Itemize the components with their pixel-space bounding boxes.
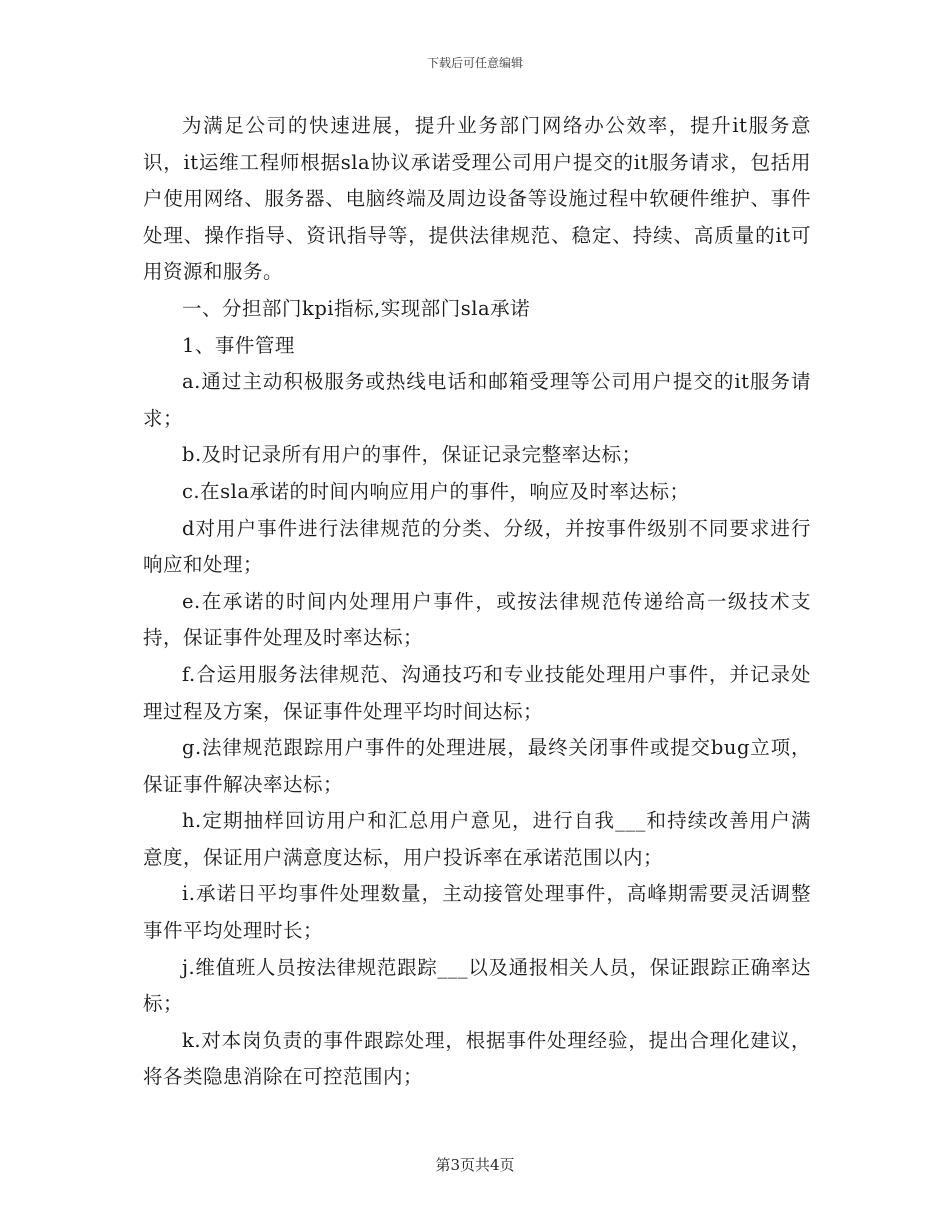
document-body: [143, 108, 811, 1096]
subsection-heading: 1、事件管理: [182, 333, 295, 357]
list-item-g: g.法律规范跟踪用户事件的处理进展，最终关闭事件或提交bug立项，保证事件解决率达标；: [143, 736, 811, 796]
list-item-e: e.在承诺的时间内处理用户事件，或按法律规范传递给高一级技术支持，保证事件处理及时率达标；: [143, 589, 811, 650]
list-item-f: f.合运用服务法律规范、沟通技巧和专业技能处理用户事件，并记录处理过程及方案，保证事件处理平均时间达标；: [143, 662, 811, 723]
list-item-h: h.定期抽样回访用户和汇总用户意见，进行自我___和持续改善用户满意度，保证用户满意度达标，用户投诉率在承诺范围以内；: [143, 809, 811, 869]
page-footer: 第3页共4页: [435, 1156, 515, 1174]
list-item-i: i.承诺日平均事件处理数量，主动接管处理事件，高峰期需要灵活调整事件平均处理时长；: [143, 882, 811, 943]
list-item-k: k.对本岗负责的事件跟踪处理，根据事件处理经验，提出合理化建议，将各类隐患消除在可控范围内；: [143, 1028, 811, 1089]
list-item-a: a.通过主动积极服务或热线电话和邮箱受理等公司用户提交的it服务请求；: [143, 370, 811, 430]
list-item-d: d对用户事件进行法律规范的分类、分级，并按事件级别不同要求进行响应和处理；: [143, 516, 811, 577]
list-item-c: c.在sla承诺的时间内响应用户的事件，响应及时率达标；: [182, 479, 690, 503]
list-item-b: b.及时记录所有用户的事件，保证记录完整率达标；: [182, 443, 642, 467]
intro-paragraph: 为满足公司的快速进展，提升业务部门网络办公效率，提升it服务意识，it运维工程师根据sla协议承诺受理公司用户提交的it服务请求，包括用户使用网络、服务器、电脑终端及周边设备等设施过程中软硬件维护、事件处理、操作指导、资讯指导等，提供法律规范、稳定、持续、高质量的it可用资源和服务。: [143, 114, 811, 284]
page-header: 下载后可任意编辑: [426, 56, 523, 70]
list-item-j: j.维值班人员按法律规范跟踪___以及通报相关人员，保证跟踪正确率达标；: [143, 955, 811, 1016]
section-heading: 一、分担部门kpi指标,实现部门sla承诺: [182, 296, 531, 320]
